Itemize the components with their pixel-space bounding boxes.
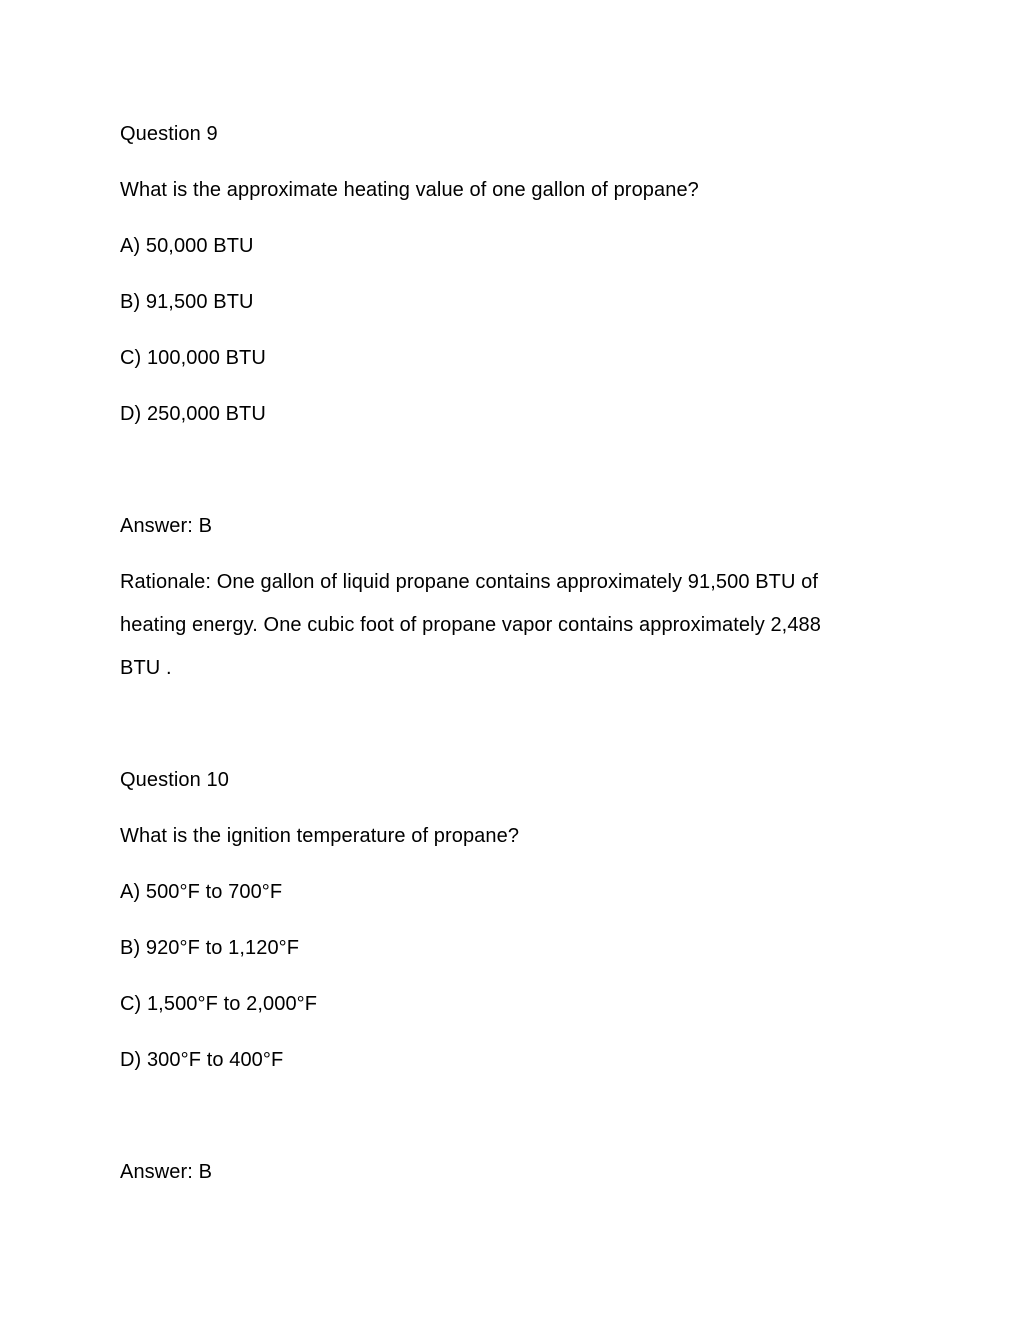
question-10-prompt: What is the ignition temperature of propane? — [120, 825, 520, 847]
question-9-option-a: A) 50,000 BTU — [120, 235, 254, 257]
question-9-rationale-line-3: BTU . — [120, 657, 172, 679]
question-10-option-d: D) 300°F to 400°F — [120, 1049, 284, 1071]
question-9-option-b: B) 91,500 BTU — [120, 291, 254, 313]
question-10-answer: Answer: B — [120, 1161, 213, 1183]
question-9-rationale-line-1: Rationale: One gallon of liquid propane contains approximately 91,500 BTU of — [120, 571, 819, 593]
question-9-prompt: What is the approximate heating value of one gallon of propane? — [120, 179, 699, 201]
question-10-option-a: A) 500°F to 700°F — [120, 881, 283, 903]
question-10-heading: Question 10 — [120, 769, 229, 791]
question-9-heading: Question 9 — [120, 123, 218, 145]
question-9-rationale-line-2: heating energy. One cubic foot of propane vapor contains approximately 2,488 — [120, 614, 822, 636]
question-10-option-c: C) 1,500°F to 2,000°F — [120, 993, 318, 1015]
question-9-answer: Answer: B — [120, 515, 213, 537]
question-9-option-d: D) 250,000 BTU — [120, 403, 266, 425]
question-10-option-b: B) 920°F to 1,120°F — [120, 937, 300, 959]
question-9-option-c: C) 100,000 BTU — [120, 347, 266, 369]
